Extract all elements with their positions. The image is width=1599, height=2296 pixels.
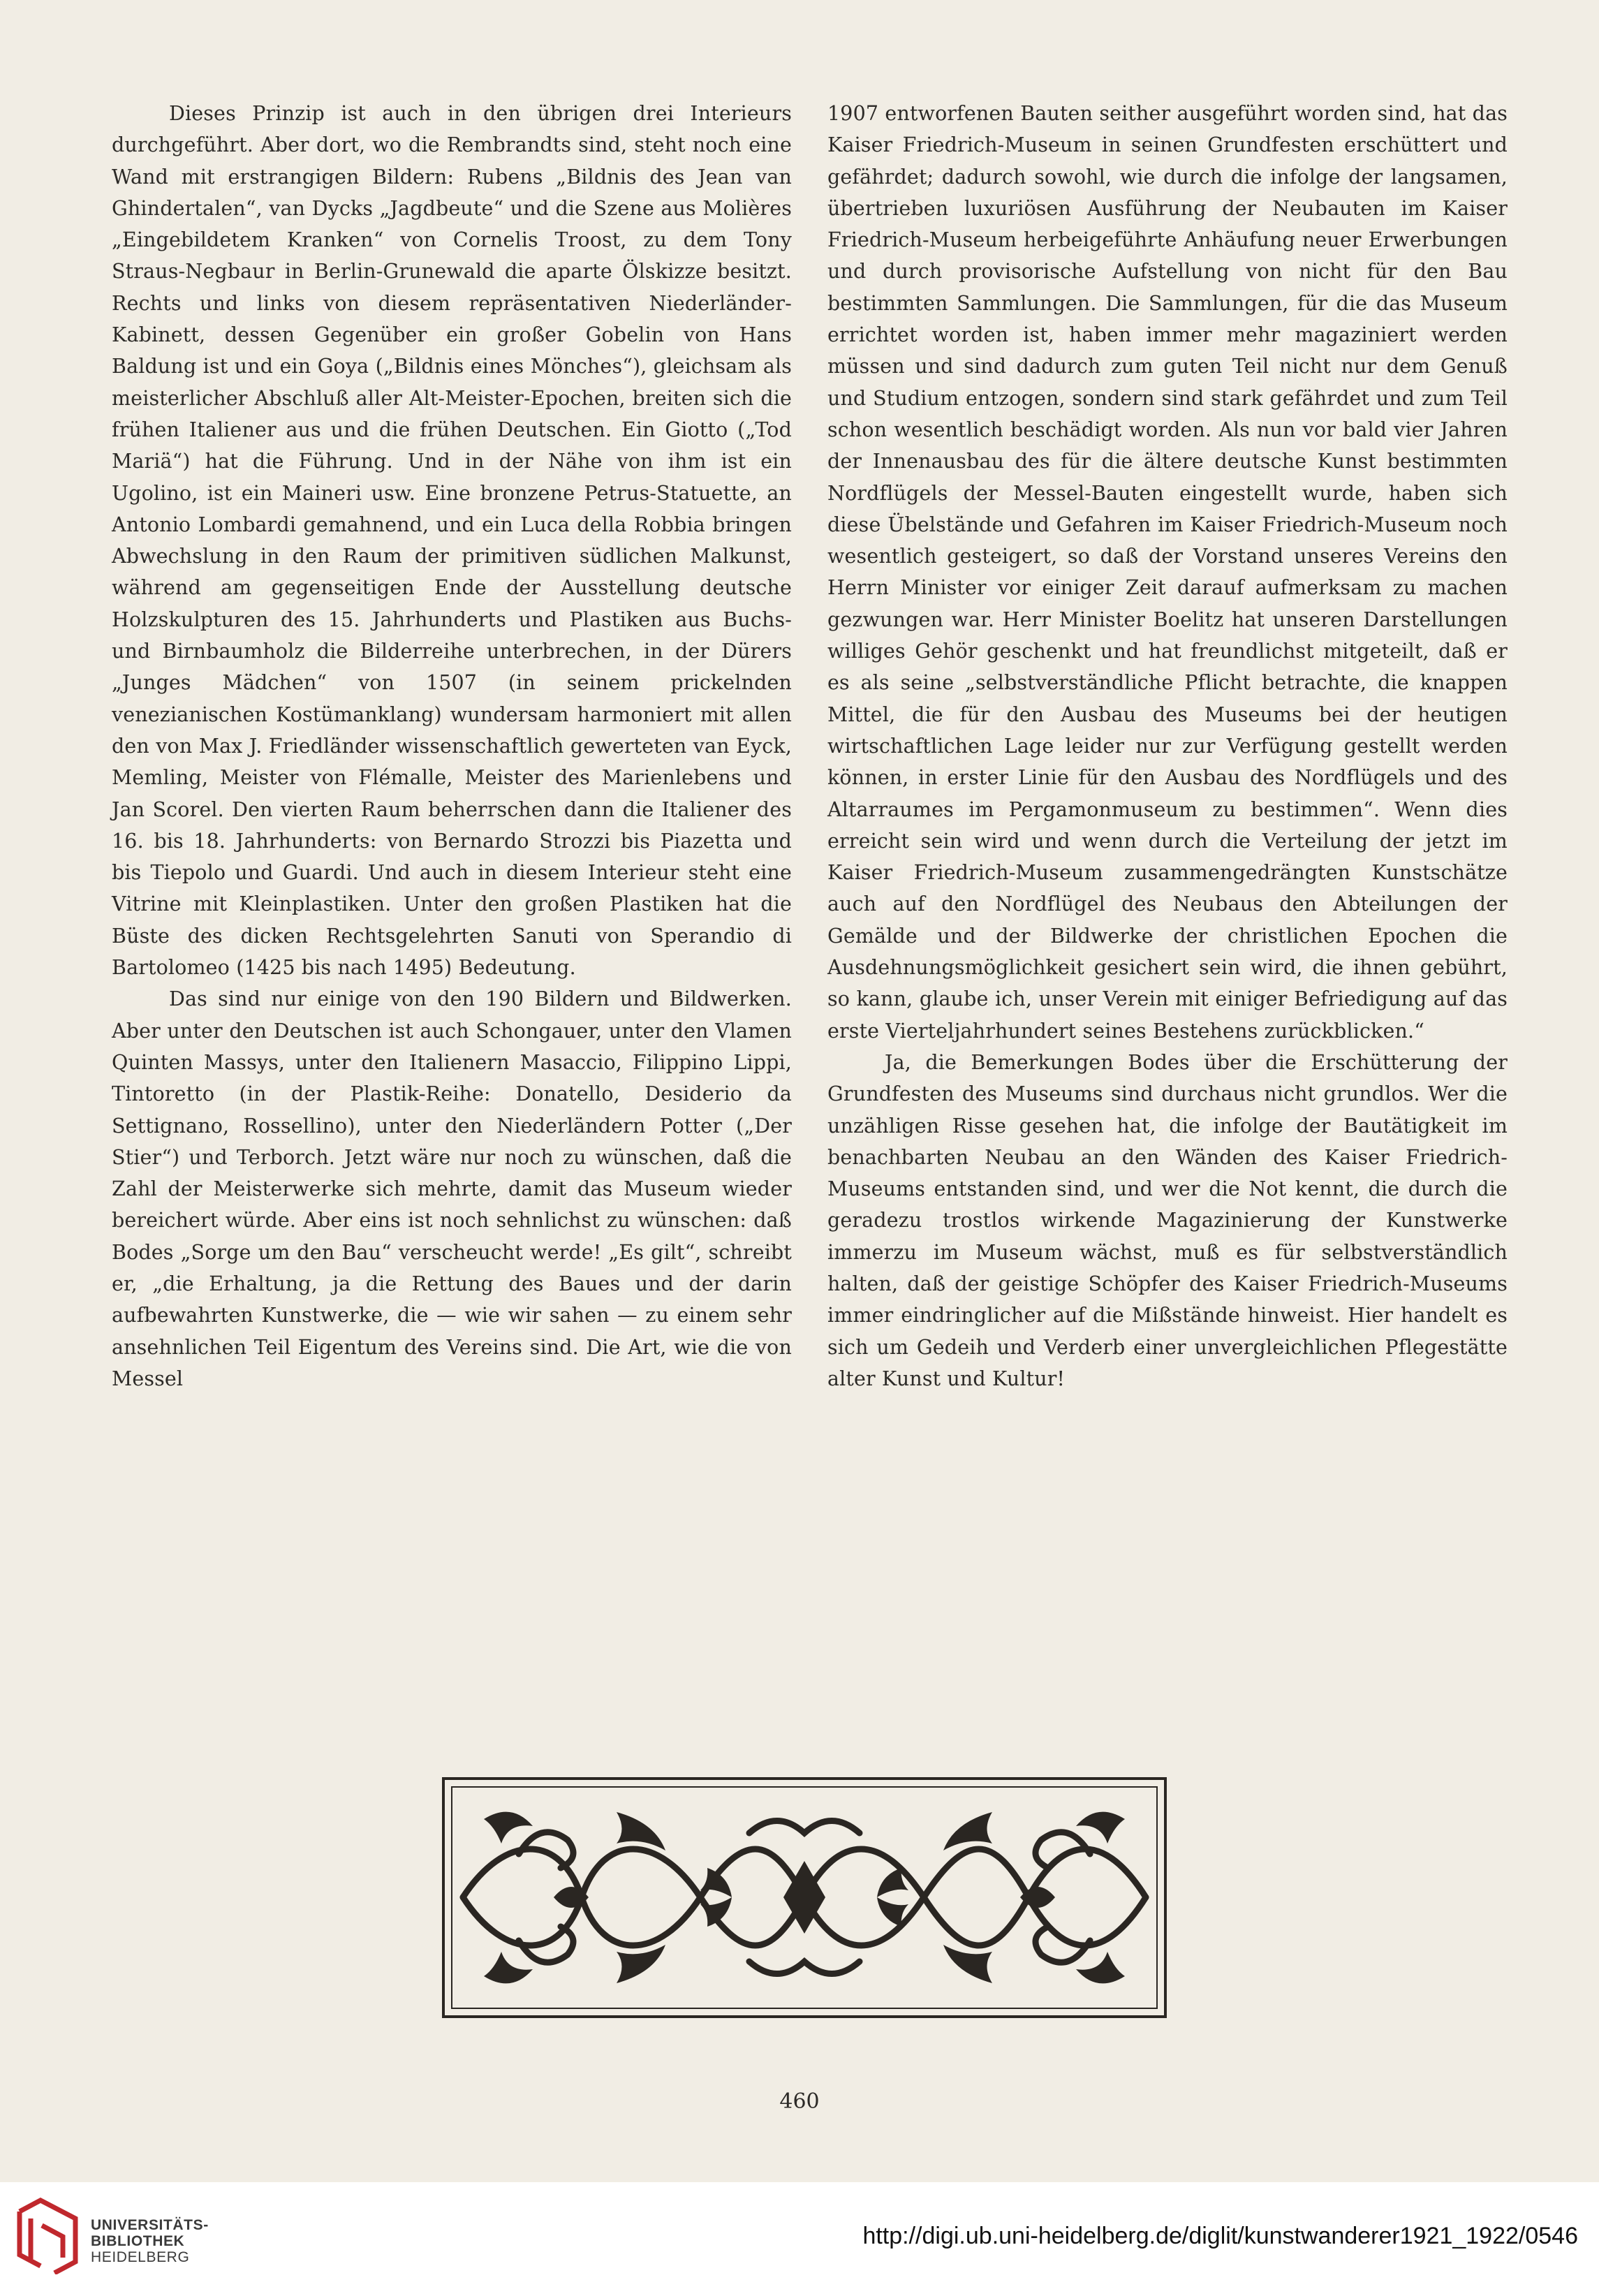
footer-bar	[0, 2182, 1599, 2296]
arabesque-ornament	[442, 1777, 1167, 2018]
library-name-line: BIBLIOTHEK	[91, 2233, 185, 2249]
library-name	[91, 2217, 209, 2265]
page-number: 460	[779, 2089, 820, 2114]
university-library-logo-icon	[14, 2198, 80, 2274]
paragraph: 1907 entworfenen Bauten seither ausgeführt worden sind, hat das Kaiser Friedrich-Museum in seinen Grundfesten erschüttert und gefährdet; dadurch sowohl, wie durch die infolge der langsamen, übertrieben luxuriösen Ausführung der Neubauten im Kaiser Friedrich-Museum herbeigeführte Anhäufung neuer Erwerbungen und durch provisorische Aufstellung von nicht für den Bau bestimmten Sammlungen. Die Sammlungen, für die das Museum errichtet worden ist, haben immer mehr magaziniert werden müssen und sind dadurch zum guten Teil nicht nur dem Genuß und Studium entzogen, sondern sind stark gefährdet und zum Teil schon wesentlich beschädigt worden. Als nun vor bald vier Jahren der Innenausbau des für die ältere deutsche Kunst bestimmten Nordflügels der Messel-Bauten eingestellt wurde, haben sich diese Übelstände und Gefahren im Kaiser Friedrich-Museum noch wesentlich gesteigert, so daß der Vorstand unseres Vereins den Herrn Minister vor einiger Zeit darauf aufmerksam zu machen gezwungen war. Herr Minister Boelitz hat unseren Darstellungen williges Gehör geschenkt und hat freundlichst mitgeteilt, daß er es als seine „selbstverständliche Pflicht betrachte, die knappen Mittel, die für den Ausbau des Museums bei der heutigen wirtschaftlichen Lage leider nur zur Verfügung gestellt werden können, in erster Linie für den Ausbau des Nordflügels und des Altarraumes im Pergamonmuseum zu bestimmen“. Wenn dies erreicht sein wird und wenn durch die Verteilung der jetzt im Kaiser Friedrich-Museum zusammengedrängten Kunstschätze auch auf den Nordflügel des Neubaus den Abteilungen der Gemälde und der Bildwerke der christlichen Epochen die Ausdehnungsmöglichkeit gesichert sein wird, die ihnen gebührt, so kann, glaube ich, unser Verein mit einiger Befriedigung auf das erste Vierteljahrhundert seines Bestehens zurückblicken.“	[827, 102, 1508, 1043]
right-column	[827, 98, 1508, 1394]
paragraph: Dieses Prinzip ist auch in den übrigen drei Interieurs durchgeführt. Aber dort, wo die Rembrandts sind, steht noch eine Wand mit erstrangigen Bildern: Rubens „Bildnis des Jean van Ghindertalen“, van Dycks „Jagdbeute“ und die Szene aus Molières „Eingebildetem Kranken“ von Cornelis Troost, zu dem Tony Straus-Negbaur in Berlin-Grunewald die aparte Ölskizze besitzt. Rechts und links von diesem repräsentativen Niederländer-Kabinett, dessen Gegenüber ein großer Gobelin von Hans Baldung ist und ein Goya („Bildnis eines Mönches“), gleichsam als meisterlicher Abschluß aller Alt-Meister-Epochen, breiten sich die frühen Italiener aus und die frühen Deutschen. Ein Giotto („Tod Mariä“) hat die Führung. Und in der Nähe von ihm ist ein Ugolino, ist ein Maineri usw. Eine bronzene Petrus-Statuette, an Antonio Lombardi gemahnend, und ein Luca della Robbia bringen Abwechslung in den Raum der primitiven südlichen Malkunst, während am gegenseitigen Ende der Ausstellung deutsche Holzskulpturen des 15. Jahrhunderts und Plastiken aus Buchs- und Birnbaumholz die Bilderreihe unterbrechen, in der Dürers „Junges Mädchen“ von 1507 (in seinem prickelnden venezianischen Kostümanklang) wundersam harmoniert mit allen den von Max J. Friedländer wissenschaftlich gewerteten van Eyck, Memling, Meister von Flémalle, Meister des Marienlebens und Jan Scorel. Den vierten Raum beherrschen dann die Italiener des 16. bis 18. Jahrhunderts: von Bernardo Strozzi bis Piazetta und bis Tiepolo und Guardi. Und auch in diesem Interieur steht eine Vitrine mit Kleinplastiken. Unter den großen Plastiken hat die Büste des dicken Rechtsgelehrten Sanuti von Sperandio di Bartolomeo (1425 bis nach 1495) Bedeutung.	[112, 102, 792, 980]
library-name-line: HEIDELBERG	[91, 2249, 190, 2265]
library-name-line: UNIVERSITÄTS-	[91, 2217, 209, 2233]
paragraph: Das sind nur einige von den 190 Bildern und Bildwerken. Aber unter den Deutschen ist auch Schongauer, unter den Vlamen Quinten Massys, unter den Italienern Masaccio, Filippino Lippi, Tintoretto (in der Plastik-Reihe: Donatello, Desiderio da Settignano, Rossellino), unter den Niederländern Potter („Der Stier“) und Terborch. Jetzt wäre nur noch zu wünschen, daß die Zahl der Meisterwerke sich mehrte, damit das Museum wieder bereichert würde. Aber eins ist noch sehnlichst zu wünschen: daß Bodes „Sorge um den Bau“ verscheucht werde! „Es gilt“, schreibt er, „die Erhaltung, ja die Rettung des Baues und der darin aufbewahrten Kunstwerke, die — wie wir sahen — zu einem sehr ansehnlichen Teil Eigentum des Vereins sind. Die Art, wie die von Messel	[112, 987, 792, 1390]
left-column	[112, 98, 792, 1394]
source-url[interactable]: http://digi.ub.uni-heidelberg.de/diglit/kunstwanderer1921_1922/0546	[862, 2223, 1578, 2249]
paragraph: Ja, die Bemerkungen Bodes über die Erschütterung der Grundfesten des Museums sind durchaus nicht grundlos. Wer die unzähligen Risse gesehen hat, die infolge der Bautätigkeit im benachbarten Neubau an den Wänden des Kaiser Friedrich-Museums entstanden sind, und wer die Not kennt, die durch die geradezu trostlos wirkende Magazinierung der Kunstwerke immerzu im Museum wächst, muß es für selbstverständlich halten, daß der geistige Schöpfer des Kaiser Friedrich-Museums immer eindringlicher auf die Mißstände hinweist. Hier handelt es sich um Gedeih und Verderb einer unvergleichlichen Pflegestätte alter Kunst und Kultur!	[827, 1050, 1508, 1390]
